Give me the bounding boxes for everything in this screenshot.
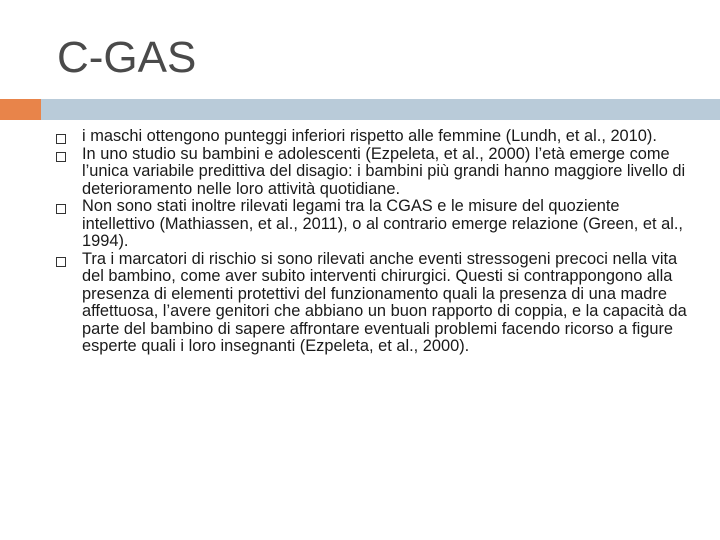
slide-title: C-GAS (57, 33, 197, 82)
bullet-text: Non sono stati inoltre rilevati legami tra la CGAS e le misure del quoziente intellettivo (Mathiassen, et al., 2011), o al contrario emerge relazione (Green, et al., 1994). (82, 197, 683, 250)
bullet-text: In uno studio su bambini e adolescenti (Ezpeleta, et al., 2000) l’età emerge come l’unica variabile predittiva del disagio: i bambini più grandi hanno maggiore livello di deterioramento nelle loro attività quotidiane. (82, 144, 686, 198)
hollow-square-bullet-icon (56, 204, 66, 214)
bullet-list (56, 128, 696, 356)
bullet-text: Tra i marcatori di rischio si sono rilevati anche eventi stressogeni precoci nella vita del bambino, come aver subito interventi chirurgici. Questi si contrappongono alla presenza di elementi protettivi del funzionamento quali la presenza di una madre affettuosa, l’avere genitori che abbiano un buon rapporto di coppia, e la capacità da parte del bambino di sapere affrontare eventuali problemi facendo ricorso a figure esperte quali i loro insegnanti (Ezpeleta, et al., 2000). (82, 249, 687, 355)
bullet-item (56, 146, 696, 199)
bullet-item (56, 251, 696, 356)
hollow-square-bullet-icon (56, 152, 66, 162)
title-divider-bar (41, 99, 720, 120)
title-accent-bar (0, 99, 41, 120)
bullet-item (56, 198, 696, 251)
hollow-square-bullet-icon (56, 134, 66, 144)
hollow-square-bullet-icon (56, 257, 66, 267)
bullet-text: i maschi ottengono punteggi inferiori rispetto alle femmine (Lundh, et al., 2010). (82, 127, 657, 145)
bullet-item (56, 128, 696, 146)
